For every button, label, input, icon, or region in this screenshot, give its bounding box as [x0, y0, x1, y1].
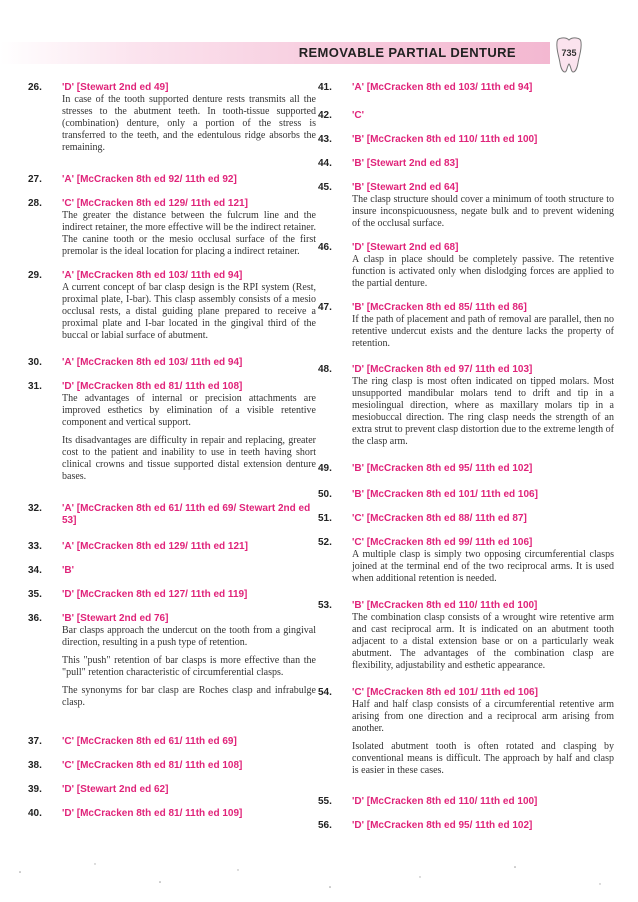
answer-item	[28, 760, 316, 772]
answer-item	[318, 537, 614, 591]
answer-explanation	[352, 612, 614, 672]
question-number: 27.	[28, 174, 42, 185]
question-number: 34.	[28, 565, 42, 576]
answer-item	[28, 198, 316, 264]
answer-item	[318, 364, 614, 454]
question-number: 36.	[28, 613, 42, 624]
explanation-paragraph: Half and half clasp consists of a circumferential retentive arm arising from one direction and a reciprocal arm arising from another.	[352, 699, 614, 734]
answer-explanation	[62, 210, 316, 258]
question-number: 55.	[318, 796, 332, 807]
answer-reference: 'C' [McCracken 8th ed 81/ 11th ed 108]	[62, 760, 243, 771]
answer-item	[318, 82, 614, 94]
explanation-paragraph: This "push" retention of bar clasps is more effective than the "pull" retention characteristic of circumferential clasps.	[62, 655, 316, 678]
answer-explanation	[352, 194, 614, 230]
question-number: 30.	[28, 357, 42, 368]
explanation-paragraph: The combination clasp consists of a wrought wire retentive arm and cast reciprocal arm. It is indicated on an abutment tooth adjacent to a distal extension base or on a particularly weak abutment. The advantages of the combination clasp are flexibility, adjustability and esthetic appearance.	[352, 612, 614, 671]
question-number: 39.	[28, 784, 42, 795]
answer-explanation	[352, 699, 614, 777]
question-number: 31.	[28, 381, 42, 392]
answer-item	[318, 110, 614, 122]
answer-reference: 'B' [McCracken 8th ed 101/ 11th ed 106]	[352, 489, 538, 500]
answer-explanation	[62, 393, 316, 483]
question-number: 51.	[318, 513, 332, 524]
page-number: 735	[561, 48, 577, 58]
answer-reference: 'C' [McCracken 8th ed 99/ 11th ed 106]	[352, 537, 533, 548]
explanation-paragraph: In case of the tooth supported denture rests transmits all the stresses to the abutment teeth. In tooth-tissue supported (combination) denture, only a portion of the stress is transferred to the teeth, and the edentulous ridge absorbs the remaining.	[62, 94, 316, 153]
answer-item	[318, 489, 614, 501]
answer-explanation	[62, 282, 316, 342]
answer-item	[28, 565, 316, 577]
answer-item	[318, 600, 614, 678]
answer-item	[28, 736, 316, 748]
question-number: 38.	[28, 760, 42, 771]
answer-item	[318, 302, 614, 356]
explanation-paragraph: Isolated abutment tooth is often rotated and clasping by conventional means is difficult. The approach by half and clasp is easier in these cases.	[352, 741, 614, 776]
answer-item	[28, 357, 316, 369]
question-number: 32.	[28, 503, 42, 514]
explanation-paragraph: The synonyms for bar clasp are Roches clasp and infrabulge clasp.	[62, 685, 316, 708]
answer-explanation	[62, 625, 316, 709]
explanation-paragraph: If the path of placement and path of removal are parallel, then no retentive undercut exists and the denture lacks the property of retention.	[352, 314, 614, 349]
question-number: 33.	[28, 541, 42, 552]
answer-reference: 'B' [Stewart 2nd ed 64]	[352, 182, 459, 193]
answer-reference: 'C' [McCracken 8th ed 88/ 11th ed 87]	[352, 513, 527, 524]
answer-reference: 'D' [Stewart 2nd ed 49]	[62, 82, 169, 93]
answer-reference: 'A' [McCracken 8th ed 129/ 11th ed 121]	[62, 541, 248, 552]
answer-reference: 'B' [McCracken 8th ed 85/ 11th ed 86]	[352, 302, 527, 313]
explanation-paragraph: Its disadvantages are difficulty in repair and replacing, greater cost to the patient and inability to use in teeth having short clinical crowns and tissue supported distal extension denture bases.	[62, 435, 316, 482]
answer-reference: 'C'	[352, 110, 364, 121]
answer-reference: 'C' [McCracken 8th ed 61/ 11th ed 69]	[62, 736, 237, 747]
answer-item	[28, 613, 316, 715]
answer-reference: 'D' [Stewart 2nd ed 68]	[352, 242, 459, 253]
question-number: 43.	[318, 134, 332, 145]
explanation-paragraph: The advantages of internal or precision attachments are improved esthetics by elimination of a visible retentive component and vertical support.	[62, 393, 316, 428]
answer-reference: 'A' [McCracken 8th ed 61/ 11th ed 69/ Stewart 2nd ed 53]	[62, 503, 311, 526]
question-number: 47.	[318, 302, 332, 313]
answer-item	[318, 820, 614, 832]
answer-item	[28, 381, 316, 489]
explanation-paragraph: A clasp in place should be completely passive. The retentive function is activated only when dislodging forces are applied to the partial denture.	[352, 254, 614, 289]
answer-reference: 'B' [McCracken 8th ed 110/ 11th ed 100]	[352, 600, 538, 611]
answer-item	[318, 796, 614, 808]
answer-reference: 'A' [McCracken 8th ed 103/ 11th ed 94]	[62, 270, 243, 281]
answer-item	[318, 463, 614, 475]
answer-reference: 'B' [Stewart 2nd ed 76]	[62, 613, 169, 624]
answer-reference: 'D' [McCracken 8th ed 81/ 11th ed 109]	[62, 808, 243, 819]
answer-item	[318, 134, 614, 146]
explanation-paragraph: The ring clasp is most often indicated on tipped molars. Most unsupported mandibular molars tend to drift and tip in a mesiolingual direction, where as maxillary molars tip in a mesiobuccal direction. The ring clasp needs the strength of an extra strut to prevent clasp distortion due to the extreme length of the clasp arm.	[352, 376, 614, 447]
answer-explanation	[352, 314, 614, 350]
answer-reference: 'D' [McCracken 8th ed 81/ 11th ed 108]	[62, 381, 243, 392]
question-number: 46.	[318, 242, 332, 253]
question-number: 45.	[318, 182, 332, 193]
answer-item	[28, 82, 316, 160]
answer-reference: 'D' [McCracken 8th ed 97/ 11th ed 103]	[352, 364, 533, 375]
explanation-paragraph: The clasp structure should cover a minimum of tooth structure to insure inconspicuousness, negate bulk and to prevent widening of the occlusal surface.	[352, 194, 614, 229]
answer-item	[28, 808, 316, 820]
question-number: 44.	[318, 158, 332, 169]
answer-explanation	[352, 549, 614, 585]
answer-reference: 'A' [McCracken 8th ed 92/ 11th ed 92]	[62, 174, 237, 185]
answer-reference: 'C' [McCracken 8th ed 101/ 11th ed 106]	[352, 687, 538, 698]
page-title: REMOVABLE PARTIAL DENTURE	[298, 45, 516, 60]
answer-explanation	[62, 94, 316, 154]
question-number: 37.	[28, 736, 42, 747]
question-number: 52.	[318, 537, 332, 548]
answer-item	[28, 174, 316, 186]
answer-item	[28, 589, 316, 601]
answer-item	[318, 182, 614, 236]
answer-reference: 'B' [McCracken 8th ed 110/ 11th ed 100]	[352, 134, 538, 145]
answer-reference: 'D' [McCracken 8th ed 110/ 11th ed 100]	[352, 796, 538, 807]
question-number: 53.	[318, 600, 332, 611]
question-number: 40.	[28, 808, 42, 819]
explanation-paragraph: A current concept of bar clasp design is the RPI system (Rest, proximal plate, I-bar). This clasp assembly consists of a mesio occlusal rests, a distal guiding plane prepared to receive a proximal plate and I-bar located in the gingival third of the buccal or labial surface of abutment.	[62, 282, 316, 341]
answer-reference: 'C' [McCracken 8th ed 129/ 11th ed 121]	[62, 198, 248, 209]
question-number: 41.	[318, 82, 332, 93]
scan-speckle-decoration	[0, 842, 638, 902]
answer-item	[318, 242, 614, 296]
answer-reference: 'A' [McCracken 8th ed 103/ 11th ed 94]	[352, 82, 533, 93]
answer-item	[28, 784, 316, 796]
question-number: 56.	[318, 820, 332, 831]
question-number: 54.	[318, 687, 332, 698]
answer-reference: 'D' [Stewart 2nd ed 62]	[62, 784, 169, 795]
explanation-paragraph: A multiple clasp is simply two opposing circumferential clasps joined at the terminal end of the two reciprocal arms. It is used when additional retention is needed.	[352, 549, 614, 584]
answer-item	[318, 513, 614, 525]
explanation-paragraph: The greater the distance between the fulcrum line and the indirect retainer, the more effective will be the indirect retainer. The canine tooth or the mesio occlusal surface of the first premolar is the ideal location for placing a indirect retainer.	[62, 210, 316, 257]
question-number: 28.	[28, 198, 42, 209]
answer-explanation	[352, 376, 614, 448]
question-number: 49.	[318, 463, 332, 474]
answer-item	[28, 503, 316, 527]
answer-reference: 'D' [McCracken 8th ed 127/ 11th ed 119]	[62, 589, 248, 600]
question-number: 50.	[318, 489, 332, 500]
answer-reference: 'B' [McCracken 8th ed 95/ 11th ed 102]	[352, 463, 533, 474]
answer-reference: 'D' [McCracken 8th ed 95/ 11th ed 102]	[352, 820, 533, 831]
question-number: 35.	[28, 589, 42, 600]
question-number: 26.	[28, 82, 42, 93]
question-number: 29.	[28, 270, 42, 281]
answer-item	[28, 270, 316, 348]
answer-reference: 'B' [Stewart 2nd ed 83]	[352, 158, 459, 169]
answer-reference: 'B'	[62, 565, 74, 576]
question-number: 48.	[318, 364, 332, 375]
answer-explanation	[352, 254, 614, 290]
explanation-paragraph: Bar clasps approach the undercut on the tooth from a gingival direction, resulting in a push type of retention.	[62, 625, 316, 648]
question-number: 42.	[318, 110, 332, 121]
answer-item	[318, 687, 614, 783]
answer-item	[28, 541, 316, 553]
answer-item	[318, 158, 614, 170]
answer-reference: 'A' [McCracken 8th ed 103/ 11th ed 94]	[62, 357, 243, 368]
